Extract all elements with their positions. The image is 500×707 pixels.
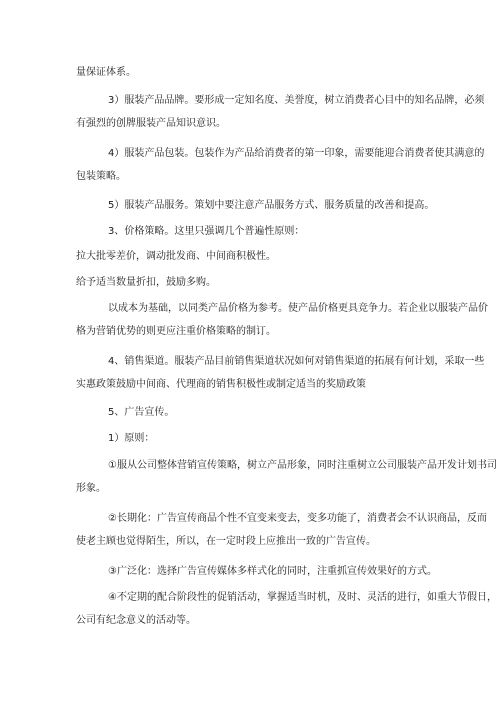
- paragraph-principle-4: [76, 586, 497, 632]
- text-line: 实惠政策鼓励中间商、代理商的销售积极性或制定适当的奖励政策: [76, 379, 366, 390]
- paragraph-product-service: [76, 194, 435, 217]
- text-line: 5、广告宣传。: [108, 407, 175, 418]
- text-line: 量保证体系。: [76, 67, 136, 78]
- text-line: 公司有纪念意义的活动等。: [76, 615, 196, 626]
- text-line: 1）原则：: [108, 433, 155, 444]
- text-line: 5）服装产品服务。策划中要注意产品服务方式、服务质量的改善和提高。: [108, 200, 435, 211]
- paragraph-principles: [76, 427, 432, 450]
- paragraph-quality-system: [76, 61, 432, 84]
- text-line: 3）服装产品品牌。要形成一定知名度、美誉度，树立消费者心目中的知名品牌，必须: [108, 95, 485, 106]
- paragraph-product-packaging: [76, 142, 485, 188]
- text-line: 4、销售渠道。服装产品目前销售渠道状况如何对销售渠道的拓展有何计划，采取一些: [108, 356, 485, 367]
- paragraph-principle-1: [76, 454, 497, 500]
- text-line: 形象。: [76, 483, 106, 494]
- paragraph-product-brand: [76, 89, 485, 135]
- paragraph-cost-based: [76, 297, 488, 343]
- text-line: 拉大批零差价，调动批发商、中间商积极性。: [76, 251, 276, 262]
- paragraph-sales-channels: [76, 350, 485, 396]
- text-line: 使老主顾也觉得陌生，所以，在一定时段上应推出一致的广告宣传。: [76, 536, 376, 547]
- text-line: 有强烈的创牌服装产品知识意识。: [76, 118, 226, 129]
- text-line: ①服从公司整体营销宣传策略，树立产品形象，同时注重树立公司服装产品开发计划书司: [108, 460, 497, 471]
- text-line: 格为营销优势的则更应注重价格策略的制订。: [76, 326, 276, 337]
- text-line: ④不定期的配合阶段性的促销活动，掌握适当时机，及时、灵活的进行，如重大节假日，: [108, 592, 497, 603]
- text-line: 包装策略。: [76, 171, 126, 182]
- paragraph-price-spread: [76, 245, 432, 268]
- text-line: ③广泛化：选择广告宣传媒体多样式化的同时，注重抓宣传效果好的方式。: [108, 566, 437, 577]
- paragraph-principle-3: [76, 560, 437, 583]
- text-line: ②长期化：广告宣传商品个性不宜变来变去，变多功能了，消费者会不认识商品，反而: [108, 513, 487, 524]
- text-line: 以成本为基础，以同类产品价格为参考。使产品价格更具竞争力。若企业以服装产品价: [108, 303, 488, 314]
- paragraph-principle-2: [76, 507, 487, 553]
- paragraph-quantity-discount: [76, 271, 432, 294]
- text-line: 3、价格策略。这里只强调几个普遍性原则：: [108, 226, 305, 237]
- text-line: 给予适当数量折扣，鼓励多购。: [76, 277, 216, 288]
- text-line: 4）服装产品包装。包装作为产品给消费者的第一印象，需要能迎合消费者使其满意的: [108, 148, 485, 159]
- paragraph-advertising: [76, 401, 432, 424]
- paragraph-pricing-strategy: [76, 220, 432, 243]
